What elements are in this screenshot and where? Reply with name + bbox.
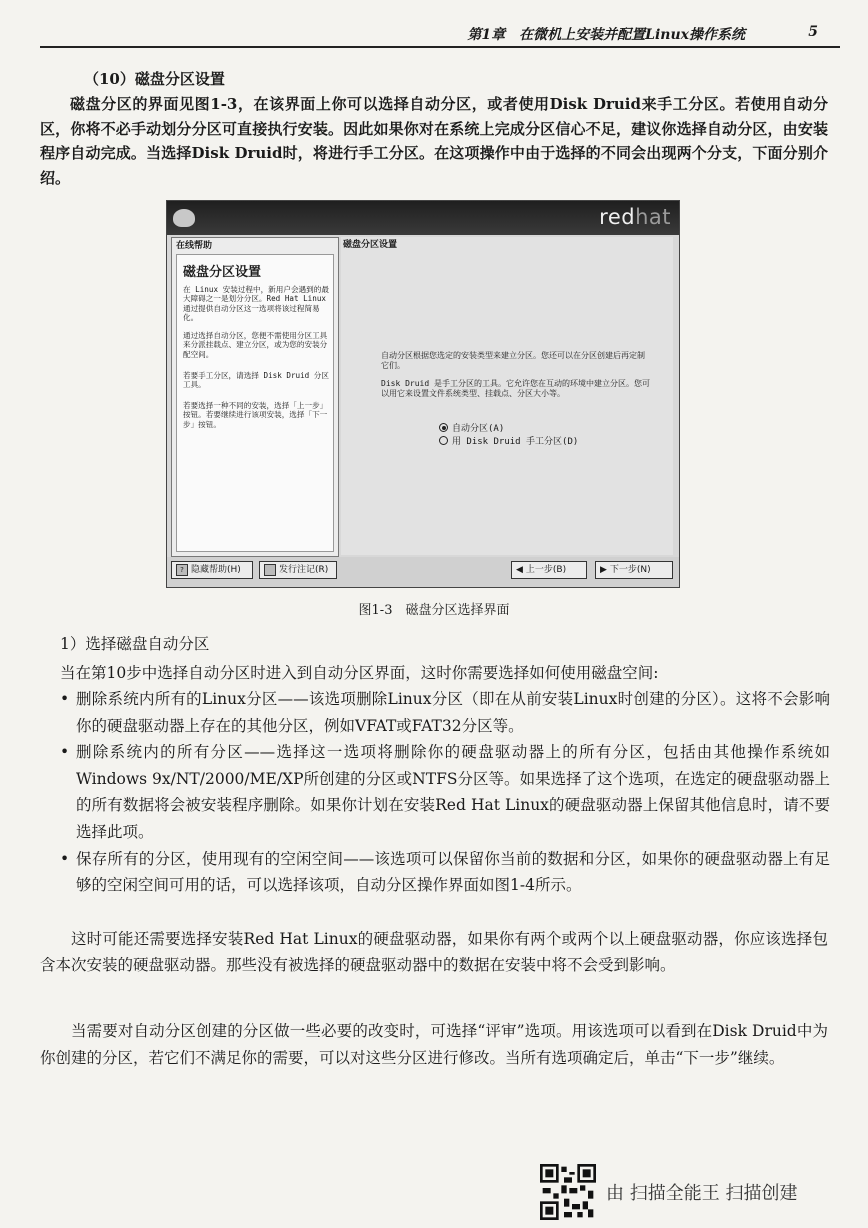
main-panel-label: 磁盘分区设置 bbox=[343, 240, 398, 250]
release-notes-label: 发行注记(R) bbox=[279, 565, 329, 575]
scanner-watermark-text: 由 扫描全能王 扫描创建 bbox=[606, 1183, 798, 1204]
help-text-4: 若要选择一种不同的安装，选择「上一步」按钮。若要继续进行该项安装，选择「下一步」按钮。 bbox=[183, 401, 328, 429]
radio-selected-icon bbox=[439, 423, 448, 432]
help-panel bbox=[171, 237, 339, 557]
list-item: • 删除系统内的所有分区——选择这一选项将删除你的硬盘驱动器上的所有分区，包括由其他操作系统如Windows 9x/NT/2000/ME/XP所创建的分区或NTFS分区等。如果选择了这个选项，在选定的硬盘驱动器上的所有数据将会被安装程序删除。如果你计划在安装Red Hat Linux的硬盘驱动器上保留其他信息时，请不要选择此项。 bbox=[58, 739, 830, 845]
installer-banner bbox=[167, 201, 679, 235]
arrow-right-icon: ▶ bbox=[600, 565, 607, 575]
help-text-3: 若要手工分区，请选择 Disk Druid 分区工具。 bbox=[183, 371, 329, 390]
drive-selection-paragraph: 这时可能还需要选择安装Red Hat Linux的硬盘驱动器，如果你有两个或两个以上硬盘驱动器，你应该选择包含本次安装的硬盘驱动器。那些没有被选择的硬盘驱动器中的数据在安装中将不会受到影响。 bbox=[40, 930, 828, 974]
radio-manual-label: 用 Disk Druid 手工分区(D) bbox=[452, 437, 579, 447]
review-paragraph: 当需要对自动分区创建的分区做一些必要的改变时，可选择“评审”选项。用该选项可以看到在Disk Druid中为你创建的分区，若它们不满足你的需要，可以对这些分区进行修改。当所有选项确定后，单击“下一步”继续。 bbox=[40, 1022, 828, 1067]
section-title: （10）磁盘分区设置 bbox=[84, 70, 225, 88]
next-button[interactable] bbox=[595, 561, 673, 579]
radio-manual-partition[interactable] bbox=[439, 434, 578, 447]
running-header bbox=[40, 20, 840, 48]
shadowman-logo-icon bbox=[173, 209, 195, 227]
subsection-lead: 当在第10步中选择自动分区时进入到自动分区界面，这时你需要选择如何使用磁盘空间: bbox=[60, 664, 659, 682]
qr-code-icon bbox=[540, 1164, 596, 1220]
help-text-1: 在 Linux 安装过程中，新用户会遇到的最大障碍之一是划分分区。Red Hat Linux 通过提供自动分区这一选项将该过程简易化。 bbox=[183, 285, 329, 323]
figure-caption: 图1-3 磁盘分区选择界面 bbox=[358, 603, 510, 618]
help-title: 磁盘分区设置 bbox=[183, 265, 262, 280]
next-label: 下一步(N) bbox=[609, 565, 651, 575]
auto-partition-description: 自动分区根据您选定的安装类型来建立分区。您还可以在分区创建后再定制它们。 bbox=[381, 351, 645, 370]
list-item: • 保存所有的分区，使用现有的空闲空间——该选项可以保留你当前的数据和分区，如果你的硬盘驱动器上有足够的空闲空间可用的话，可以选择该项，自动分区操作界面如图1-4所示。 bbox=[58, 846, 830, 899]
help-text-2: 通过选择自动分区，您便不需使用分区工具来分派挂载点、建立分区，或为您的安装分配空间。 bbox=[183, 331, 328, 359]
arrow-left-icon: ◀ bbox=[516, 565, 523, 575]
installer-button-bar bbox=[167, 557, 679, 587]
partition-main-panel bbox=[341, 237, 673, 555]
back-label: 上一步(B) bbox=[525, 565, 567, 575]
help-panel-label: 在线帮助 bbox=[176, 241, 213, 251]
help-icon: ? bbox=[176, 564, 188, 576]
installer-screenshot bbox=[166, 200, 680, 588]
help-panel-content bbox=[176, 254, 334, 552]
scanner-watermark bbox=[540, 1164, 797, 1220]
list-item: • 删除系统内所有的Linux分区——该选项删除Linux分区（即在从前安装Linux时创建的分区）。这将不会影响你的硬盘驱动器上存在的其他分区，例如VFAT或FAT32分区等。 bbox=[58, 686, 830, 739]
brand-main: red bbox=[599, 205, 636, 229]
radio-unselected-icon bbox=[439, 436, 448, 445]
chapter-title: 第1章 在微机上安装并配置Linux操作系统 bbox=[467, 27, 745, 43]
intro-paragraph: 磁盘分区的界面见图1-3，在该界面上你可以选择自动分区，或者使用Disk Druid来手工分区。若使用自动分区，你将不必手动划分分区可直接执行安装。因此如果你对在系统上完成分区信心不足，建议你选择自动分区，由安装程序自动完成。当选择Disk Druid时，将进行手工分区。在这项操作中由于选择的不同会出现两个分支，下面分别介绍。 bbox=[40, 95, 828, 187]
redhat-logo bbox=[599, 205, 671, 229]
brand-light: hat bbox=[635, 205, 671, 229]
document-icon bbox=[264, 564, 276, 576]
radio-auto-partition[interactable] bbox=[439, 421, 504, 434]
back-button[interactable] bbox=[511, 561, 587, 579]
hide-help-button[interactable] bbox=[171, 561, 253, 579]
subsection-heading: 1）选择磁盘自动分区 bbox=[60, 635, 210, 653]
radio-auto-label: 自动分区(A) bbox=[452, 424, 505, 434]
page-number: 5 bbox=[808, 24, 818, 40]
release-notes-button[interactable] bbox=[259, 561, 337, 579]
disk-space-options-list bbox=[58, 686, 830, 899]
hide-help-label: 隐藏帮助(H) bbox=[191, 565, 241, 575]
disk-druid-description: Disk Druid 是手工分区的工具。它允许您在互动的环境中建立分区。您可以用它来设置文件系统类型、挂载点、分区大小等。 bbox=[381, 379, 650, 398]
